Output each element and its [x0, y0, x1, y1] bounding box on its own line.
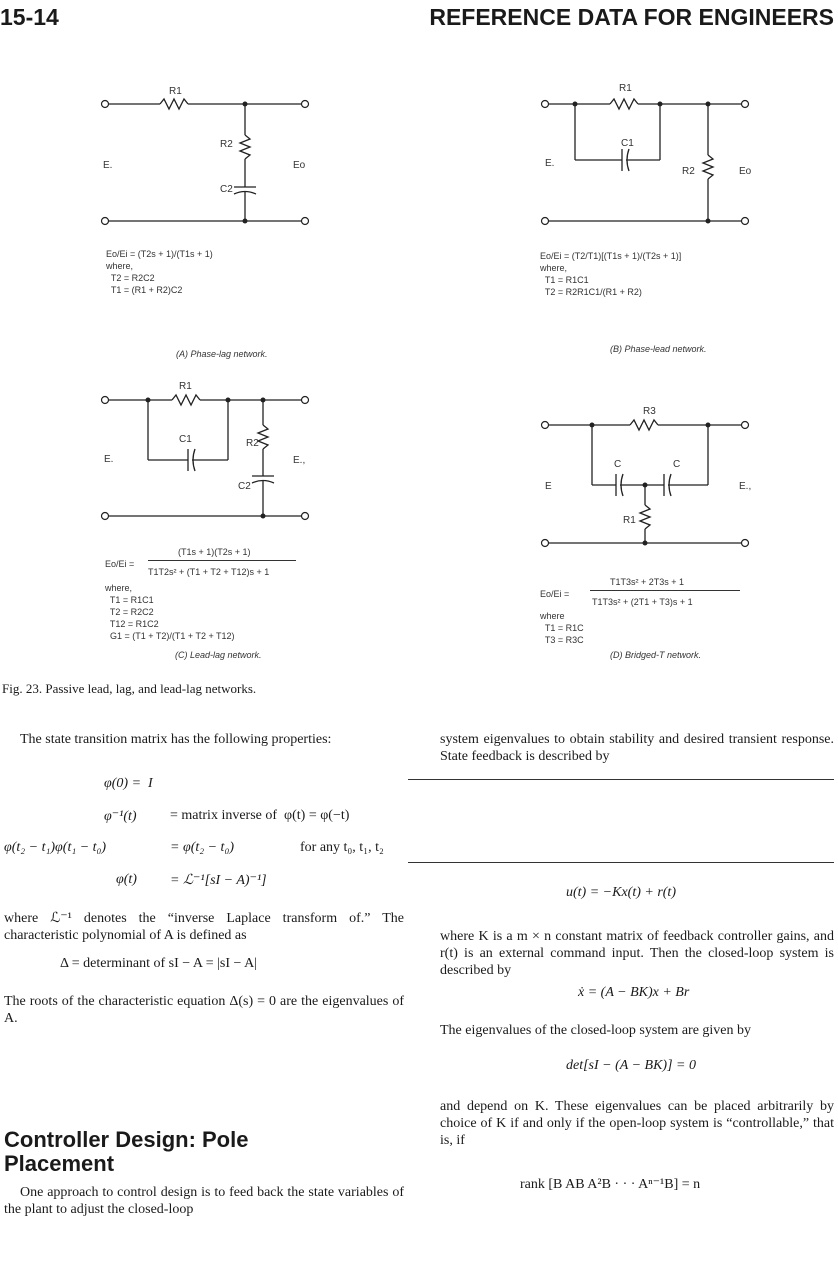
fig-c-formula-rest: where, T1 = R1C1 T2 = R2C2 T12 = R1C2 G1 = (T1 + T2)/(T1 + T2 + T12)	[105, 583, 235, 641]
lead-lag-network-schematic	[100, 380, 310, 530]
fig-a-label-r2: R2	[220, 139, 233, 150]
page-number: 15-14	[0, 4, 59, 30]
fig-c-label-c2: C2	[238, 481, 251, 492]
fig-a-label-eo: Eo	[293, 160, 306, 171]
eq-phi-laplace-rhs: = ℒ⁻¹[sI − A)⁻¹]	[170, 873, 267, 888]
fig-c-formula-denominator: T1T2s² + (T1 + T2 + T12)s + 1	[148, 567, 270, 577]
fig-b-label-r2: R2	[682, 166, 695, 177]
eq-closed-loop: ẋ = (A − BK)x + Br	[578, 985, 690, 1000]
phase-lead-network-schematic	[540, 85, 750, 235]
fig-d-formula-denominator: T1T3s² + (2T1 + T3)s + 1	[592, 597, 693, 607]
fig-c-label-eo: E.,	[293, 455, 306, 466]
fig-c-formula-numerator: (T1s + 1)(T2s + 1)	[178, 547, 251, 557]
fig-d-label-r3: R3	[643, 406, 656, 417]
fig-a-caption: (A) Phase-lag network.	[176, 349, 268, 359]
running-title: REFERENCE DATA FOR ENGINEERS	[429, 4, 834, 30]
figure-caption: Fig. 23. Passive lead, lag, and lead-lag networks.	[2, 681, 257, 696]
fig-c-label-r2: R2	[246, 438, 259, 449]
fig-a-label-r1: R1	[169, 86, 182, 97]
eq-controllability-rank: rank [B AB A²B · · · Aⁿ⁻¹B] = n	[520, 1177, 701, 1192]
left-intro-paragraph: The state transition matrix has the following properties:	[20, 732, 332, 747]
eq-phi-laplace-lhs: φ(t)	[116, 872, 137, 887]
fig-d-formula-lhs: Eo/Ei =	[540, 589, 570, 599]
fig-a-formula: Eo/Ei = (T2s + 1)/(T1s + 1) where, T2 = R2C2 T1 = (R1 + R2)C2	[106, 249, 213, 295]
bridged-t-network-schematic	[540, 405, 750, 555]
eq-phi-inverse-rhs: = matrix inverse of φ(t) = φ(−t)	[170, 808, 350, 823]
eq-state-feedback: u(t) = −Kx(t) + r(t)	[566, 885, 676, 900]
fig-b-formula: Eo/Ei = (T2/T1)[(T1s + 1)/(T2s + 1)] where, T1 = R1C1 T2 = R2R1C1/(R1 + R2)	[540, 251, 682, 297]
phase-lag-network-schematic	[100, 85, 310, 235]
left-paragraph-control-design: One approach to control design is to feed back the state variables of the plant to adjust the closed-loop	[4, 1185, 404, 1217]
section-heading: Controller Design: Pole Placement	[4, 1127, 249, 1176]
right-paragraph-state-feedback: system eigenvalues to obtain stability and desired transient response. State feedback is described by	[440, 732, 834, 764]
eq-phi-composition-lhs: φ(t₂ − t₁)φ(t₁ − t₀)	[4, 840, 107, 855]
fig-b-label-c1: C1	[621, 138, 634, 149]
fig-b-caption: (B) Phase-lead network.	[610, 344, 707, 354]
fig-d-fraction-bar	[590, 590, 740, 591]
fig-b-label-eo: Eo	[739, 166, 752, 177]
right-paragraph-gains: where K is a m × n constant matrix of feedback controller gains, and r(t) is an external command input. Then the closed-loop system is described by	[440, 929, 834, 978]
right-paragraph-closed-loop-eigenvalues: The eigenvalues of the closed-loop system are given by	[440, 1023, 752, 1038]
fig-d-label-c-right: C	[673, 459, 681, 470]
fig-d-label-c-left: C	[614, 459, 622, 470]
rule-top	[408, 779, 834, 780]
left-paragraph-characteristic: where ℒ⁻¹ denotes the “inverse Laplace transform of.” The characteristic polynomial of A is defined as	[4, 911, 404, 943]
fig-d-label-r1: R1	[623, 515, 636, 526]
fig-a-label-c2: C2	[220, 184, 233, 195]
fig-d-caption: (D) Bridged-T network.	[610, 650, 702, 660]
eq-phi-composition-note: for any t₀, t₁, t₂	[300, 840, 384, 855]
fig-d-formula-rest: where T1 = R1C T3 = R3C	[540, 611, 584, 645]
eq-closed-loop-determinant: det[sI − (A − BK)] = 0	[566, 1058, 696, 1073]
rule-bottom	[408, 862, 834, 863]
fig-c-fraction-bar	[148, 560, 296, 561]
fig-c-label-c1: C1	[179, 434, 192, 445]
fig-d-label-ei: E	[545, 481, 552, 492]
fig-c-label-r1: R1	[179, 381, 192, 392]
fig-d-formula-numerator: T1T3s² + 2T3s + 1	[610, 577, 685, 587]
eq-phi-zero: φ(0) = I	[104, 776, 153, 791]
fig-d-label-eo: E.,	[739, 481, 752, 492]
fig-b-label-ei: E.	[545, 158, 555, 169]
fig-c-caption: (C) Lead-lag network.	[175, 650, 262, 660]
left-paragraph-eigenvalues: The roots of the characteristic equation Δ(s) = 0 are the eigenvalues of A.	[4, 994, 404, 1026]
eq-phi-composition-rhs: = φ(t₂ − t₀)	[170, 840, 234, 855]
eq-characteristic-determinant: Δ = determinant of sI − A = |sI − A|	[60, 956, 258, 971]
eq-phi-inverse-lhs: φ⁻¹(t)	[104, 809, 137, 824]
right-paragraph-controllable: and depend on K. These eigenvalues can be placed arbitrarily by choice of K if and only if the open-loop system is “controllable,” that is, if	[440, 1099, 834, 1148]
fig-b-label-r1: R1	[619, 83, 632, 94]
fig-c-label-ei: E.	[104, 454, 114, 465]
fig-c-formula-lhs: Eo/Ei =	[105, 559, 135, 569]
fig-a-label-ei: E.	[103, 160, 113, 171]
